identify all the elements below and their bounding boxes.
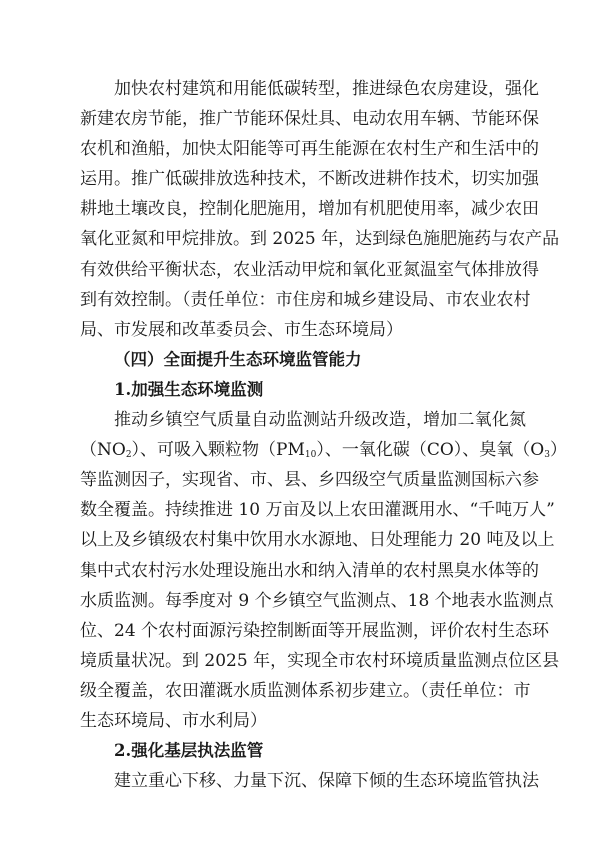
document-page [80, 74, 567, 796]
paragraph-line: 等监测因子，实现省、市、县、乡四级空气质量监测国标六参 [80, 470, 539, 491]
paragraph-line: 生态环境局、市水利局） [80, 710, 267, 731]
text-segment: ）、一氧化碳（CO）、臭氧（O [316, 440, 545, 461]
paragraph-line: 水质监测。每季度对 9 个乡镇空气监测点、18 个地表水监测点 [80, 590, 554, 611]
paragraph-line: 有效供给平衡状态，农业活动甲烷和氧化亚氮温室气体排放得 [80, 259, 539, 280]
subheading: 2.强化基层执法监管 [114, 741, 264, 761]
text-segment: ） [549, 440, 567, 461]
paragraph-line: 新建农房节能，推广节能环保灶具、电动农用车辆、节能环保 [80, 109, 539, 130]
paragraph-line: 级全覆盖，农田灌溉水质监测体系初步建立。（责任单位：市 [80, 680, 531, 701]
subheading: 1.加强生态环境监测 [114, 379, 264, 399]
paragraph-line: 耕地土壤改良，控制化肥施用，增加有机肥使用率，减少农田 [80, 199, 539, 220]
subscript: 2 [125, 450, 132, 461]
subscript: 10 [304, 450, 317, 461]
paragraph-line: 数全覆盖。持续推进 10 万亩及以上农田灌溉用水、“千吨万人” [80, 500, 555, 521]
paragraph-line: 集中式农村污水处理设施出水和纳入清单的农村黑臭水体等的 [80, 560, 539, 581]
text-segment: ）、可吸入颗粒物（PM [131, 440, 305, 461]
paragraph-line: 境质量状况。到 2025 年，实现全市农村环境质量监测点位区县 [80, 650, 560, 671]
paragraph-line-pollutants [80, 435, 567, 465]
paragraph-line: 局、市发展和改革委员会、市生态环境局） [80, 319, 403, 340]
paragraph-line: 位、24 个农村面源污染控制断面等开展监测，评价农村生态环 [80, 620, 550, 641]
section-heading: （四）全面提升生态环境监管能力 [114, 349, 362, 369]
paragraph-line: 建立重心下移、力量下沉、保障下倾的生态环境监管执法 [114, 771, 539, 792]
paragraph-line: 到有效控制。（责任单位：市住房和城乡建设局、市农业农村 [80, 289, 531, 310]
paragraph-line: 农机和渔船，加快太阳能等可再生能源在农村生产和生活中的 [80, 139, 539, 160]
paragraph-line: 推动乡镇空气质量自动监测站升级改造，增加二氧化氮 [114, 410, 526, 431]
paragraph-line: 以上及乡镇级农村集中饮用水水源地、日处理能力 20 吨及以上 [80, 530, 555, 551]
paragraph-line: 加快农村建筑和用能低碳转型，推进绿色农房建设，强化 [114, 79, 539, 99]
paragraph-line: 氧化亚氮和甲烷排放。到 2025 年，达到绿色施肥施药与农产品 [80, 229, 560, 250]
subscript: 3 [544, 450, 550, 461]
text-segment: （NO [80, 440, 126, 461]
paragraph-line: 运用。推广低碳排放选种技术，不断改进耕作技术，切实加强 [80, 169, 539, 190]
